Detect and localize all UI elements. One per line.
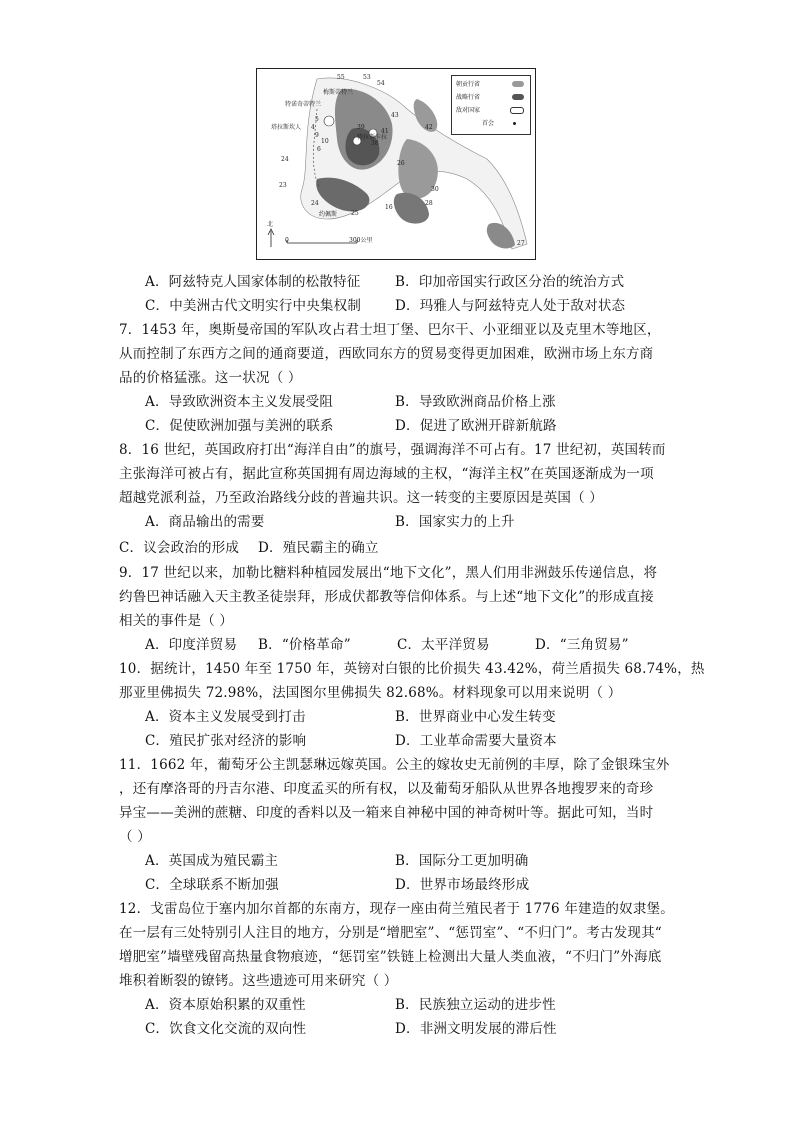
- map-number: 5: [315, 116, 319, 123]
- legend-label: 战略行省: [456, 94, 481, 101]
- q8-option-c: C．议会政治的形成: [119, 540, 240, 556]
- q9-option-c: C．太平洋贸易: [397, 637, 490, 653]
- map-label: 梅斯蒂特兰: [323, 89, 354, 96]
- q8-stem-line: 主张海洋可被占有，据此宣称英国拥有周边海域的主权，“海洋主权”在英国逐渐成为一项: [119, 466, 654, 482]
- q6-option-a: A．阿兹特克人国家体制的松散特征: [145, 274, 361, 290]
- map-number: 23: [279, 182, 287, 189]
- q12-stem-line: 堆积着断裂的镣铐。这些遗迹可用来研究（ ）: [119, 973, 398, 989]
- q10-option-b: B．世界商业中心发生转变: [395, 709, 556, 725]
- q11-option-d: D．世界市场最终形成: [395, 877, 530, 893]
- q10-option-d: D．工业革命需要大量资本: [395, 733, 557, 749]
- q7-option-b: B．导致欧洲商品价格上涨: [395, 394, 556, 410]
- q7-stem-line: 7．1453 年，奥斯曼帝国的军队攻占君士坦丁堡、巴尔干、小亚细亚以及克里木等地区，: [119, 322, 661, 338]
- q8-stem-line: 超越党派利益，乃至政治路线分歧的普遍共识。这一转变的主要原因是英国（ ）: [119, 490, 603, 506]
- q12-option-a: A．资本原始积累的双重性: [145, 997, 306, 1013]
- legend-swatch-tribute: [512, 81, 524, 87]
- q11-stem-line: 异宝——美洲的蔗糖、印度的香料以及一箱来自神秘中国的神奇树叶等。据此可知，当时: [119, 805, 654, 821]
- q7-stem-line: 品的价格猛涨。这一状况（ ）: [119, 370, 302, 386]
- q12-option-d: D．非洲文明发展的滞后性: [395, 1021, 557, 1037]
- q9-option-d: D．“三角贸易”: [535, 637, 629, 653]
- map-number: 41: [381, 128, 389, 135]
- map-number: 9: [315, 132, 319, 139]
- q9-stem-line: 相关的事件是（ ）: [119, 613, 234, 629]
- q9-option-b: B．“价格革命”: [258, 637, 351, 653]
- map-number: 26: [397, 160, 405, 167]
- scale-label: 300公里: [349, 237, 373, 244]
- map-number: 43: [391, 112, 399, 119]
- q12-option-c: C．饮食文化交流的双向性: [145, 1021, 307, 1037]
- map-label: 塔拉斯坎人: [271, 124, 302, 131]
- scale-label: 0: [285, 237, 289, 244]
- map-number: 38: [371, 140, 379, 147]
- q11-option-b: B．国际分工更加明确: [395, 853, 529, 869]
- map-number: 28: [425, 200, 433, 207]
- q10-option-a: A．资本主义发展受到打击: [145, 709, 306, 725]
- q10-stem-line: 那亚里佛损失 72.98%，法国图尔里佛损失 82.68%。材料现象可以用来说明（ ）: [119, 685, 622, 701]
- map-number: 24: [281, 156, 289, 163]
- map-label: 特诺奇蒂特兰: [285, 101, 322, 108]
- q7-stem-line: 从而控制了东西方之间的通商要道，西欧同东方的贸易变得更加困难，欧洲市场上东方商: [119, 346, 654, 362]
- q11-stem-line: ，还有摩洛哥的丹吉尔港、印度孟买的所有权，以及葡萄牙船队从世界各地搜罗来的奇珍: [119, 781, 654, 797]
- q9-stem-line: 约鲁巴神话融入天主教圣徒崇拜，形成伏都教等信仰体系。与上述“地下文化”的形成直接: [119, 589, 654, 605]
- q10-stem-line: 10．据统计，1450 年至 1750 年，英镑对白银的比价损失 43.42%，荷兰盾损失 68.74%，热: [119, 661, 705, 677]
- map-number: 42: [425, 124, 433, 131]
- map-number: 30: [431, 186, 439, 193]
- legend-swatch-capital: [513, 122, 516, 125]
- map-label: 特拉斯卡拉: [357, 134, 388, 141]
- legend-swatch-enemy: [510, 107, 524, 114]
- q9-stem-line: 9．17 世纪以来，加勒比糖料种植园发展出“地下文化”，黑人们用非洲鼓乐传递信息，将: [119, 565, 658, 581]
- q11-option-c: C．全球联系不断加强: [145, 877, 279, 893]
- q6-option-c: C．中美洲古代文明实行中央集权制: [145, 298, 362, 314]
- map-number: 10: [321, 138, 329, 145]
- map-number: 25: [351, 210, 359, 217]
- q7-option-a: A．导致欧洲资本主义发展受阻: [145, 394, 334, 410]
- q12-stem-line: 12．戈雷岛位于塞内加尔首都的东南方，现存一座由荷兰殖民者于 1776 年建造的奴隶堡。: [119, 901, 674, 917]
- q6-option-b: B．印加帝国实行政区分治的统治方式: [395, 274, 625, 290]
- q8-option-a: A．商品输出的需要: [145, 514, 265, 530]
- map-legend: [451, 75, 531, 135]
- map-number: 55: [337, 74, 345, 81]
- q7-option-d: D．促进了欧洲开辟新航路: [395, 418, 557, 434]
- q12-stem-line: 增肥室”墙壁残留高热量食物痕迹，“惩罚室”铁链上检测出大量人类血液，“不归门”外海底: [119, 949, 662, 965]
- q9-option-a: A．印度洋贸易: [145, 637, 238, 653]
- q7-option-c: C．促使欧洲加强与美洲的联系: [145, 418, 334, 434]
- tribute-region: [394, 193, 429, 224]
- legend-swatch-strategic: [512, 94, 524, 100]
- q11-stem-line: （ ）: [119, 829, 151, 845]
- q6-option-d: D．玛雅人与阿兹特克人处于敌对状态: [395, 298, 626, 314]
- legend-label: 敌对国家: [456, 107, 481, 114]
- map-label: 约佩斯: [319, 211, 338, 218]
- map-number: 53: [363, 74, 371, 81]
- q12-option-b: B．民族独立运动的进步性: [395, 997, 556, 1013]
- enemy-state: [324, 116, 334, 126]
- map-number: 24: [311, 200, 319, 207]
- legend-label: 朝贡行省: [456, 81, 481, 88]
- map-number: 6: [317, 146, 321, 153]
- north-label: 北: [267, 221, 274, 228]
- q12-stem-line: 在一层有三处特别引人注目的地方，分别是“增肥室”、“惩罚室”、“不归门”。考古发现其“: [119, 925, 662, 941]
- q8-option-d: D．殖民霸主的确立: [258, 540, 379, 556]
- legend-label: 首会: [482, 120, 495, 127]
- map-number: 39: [357, 124, 365, 131]
- q8-option-b: B．国家实力的上升: [395, 514, 515, 530]
- q11-stem-line: 11．1662 年，葡萄牙公主凯瑟琳远嫁英国。公主的嫁妆史无前例的丰厚，除了金银珠宝外: [119, 757, 670, 773]
- q10-option-c: C．殖民扩张对经济的影响: [145, 733, 307, 749]
- map-number: 16: [385, 204, 393, 211]
- map-number: 27: [517, 240, 525, 247]
- aztec-empire-map: [256, 68, 536, 260]
- map-number: 54: [377, 80, 385, 87]
- q8-stem-line: 8．16 世纪，英国政府打出“海洋自由”的旗号，强调海洋不可占有。17 世纪初，英国转而: [119, 442, 666, 458]
- map-number: 4: [311, 124, 315, 131]
- q11-option-a: A．英国成为殖民霸主: [145, 853, 279, 869]
